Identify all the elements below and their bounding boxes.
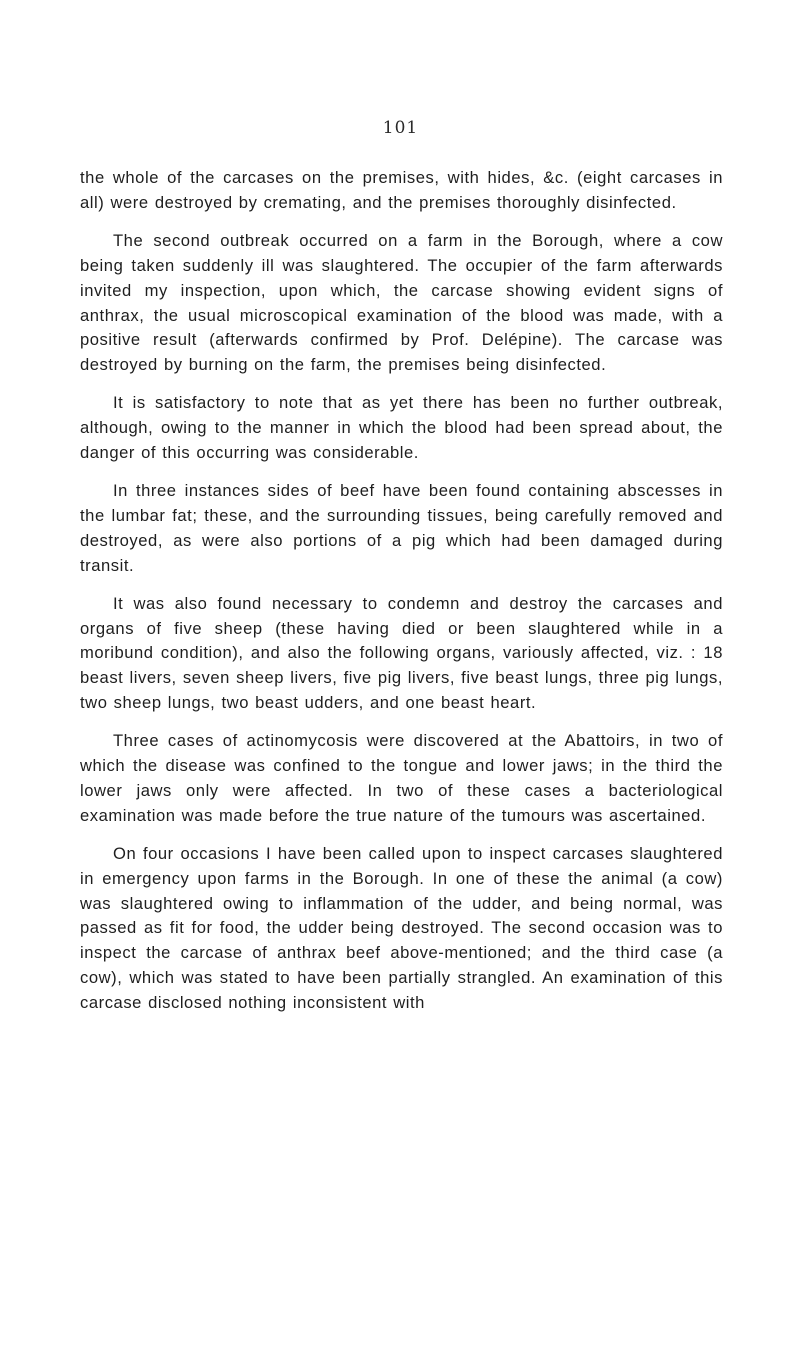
paragraph-second-outbreak: The second outbreak occurred on a farm in the Borough, where a cow being taken suddenly ill was slaughtered. The occupier of the farm afterwards invited my inspection, upon which, the carcase showing evident signs of anthrax, the usual microscopical examination of the blood was made, with a positive result (afterwards confirmed by Prof. Delépine). The carcase was destroyed by burning on the farm, the premises being disinfected.	[80, 230, 723, 375]
paragraph-actinomycosis: Three cases of actinomycosis were discovered at the Abattoirs, in two of which the disease was confined to the tongue and lower jaws; in the third the lower jaws only were affected. In two of these cases a bacteriological examination was made before the true nature of the tumours was ascertained.	[80, 731, 723, 825]
paragraph-carcases-destroyed: the whole of the carcases on the premises, with hides, &c. (eight carcases in all) were destroyed by cremating, and the premises thoroughly disinfected.	[80, 168, 723, 212]
paragraph-abscesses: In three instances sides of beef have been found containing abscesses in the lumbar fat; these, and the surrounding tissues, being carefully removed and destroyed, as were also portions of a pig which had been damaged during transit.	[80, 480, 723, 575]
paragraph-emergency-slaughter: On four occasions I have been called upon to inspect carcases slaughtered in emergency upon farms in the Borough. In one of these the animal (a cow) was slaughtered owing to inflammation of the udder, and being normal, was passed as fit for food, the udder being destroyed. The second occasion was to inspect the carcase of anthrax beef above-mentioned; and the third case (a cow), which was stated to have been partially strangled. An examination of this carcase disclosed nothing inconsistent with	[80, 843, 723, 1013]
body-text	[80, 166, 723, 1029]
paragraph-no-further-outbreak: It is satisfactory to note that as yet there has been no further outbreak, although, owing to the manner in which the blood had been spread about, the danger of this occurring was considerable.	[80, 393, 723, 463]
paragraph-condemned-organs: It was also found necessary to condemn and destroy the carcases and organs of five sheep (these having died or been slaughtered while in a moribund condition), and also the following organs, variously affected, viz. : 18 beast livers, seven sheep livers, five pig livers, five beast lungs, three pig lungs, two sheep lungs, two beast udders, and one beast heart.	[80, 593, 723, 713]
page-number: 101	[382, 118, 419, 138]
